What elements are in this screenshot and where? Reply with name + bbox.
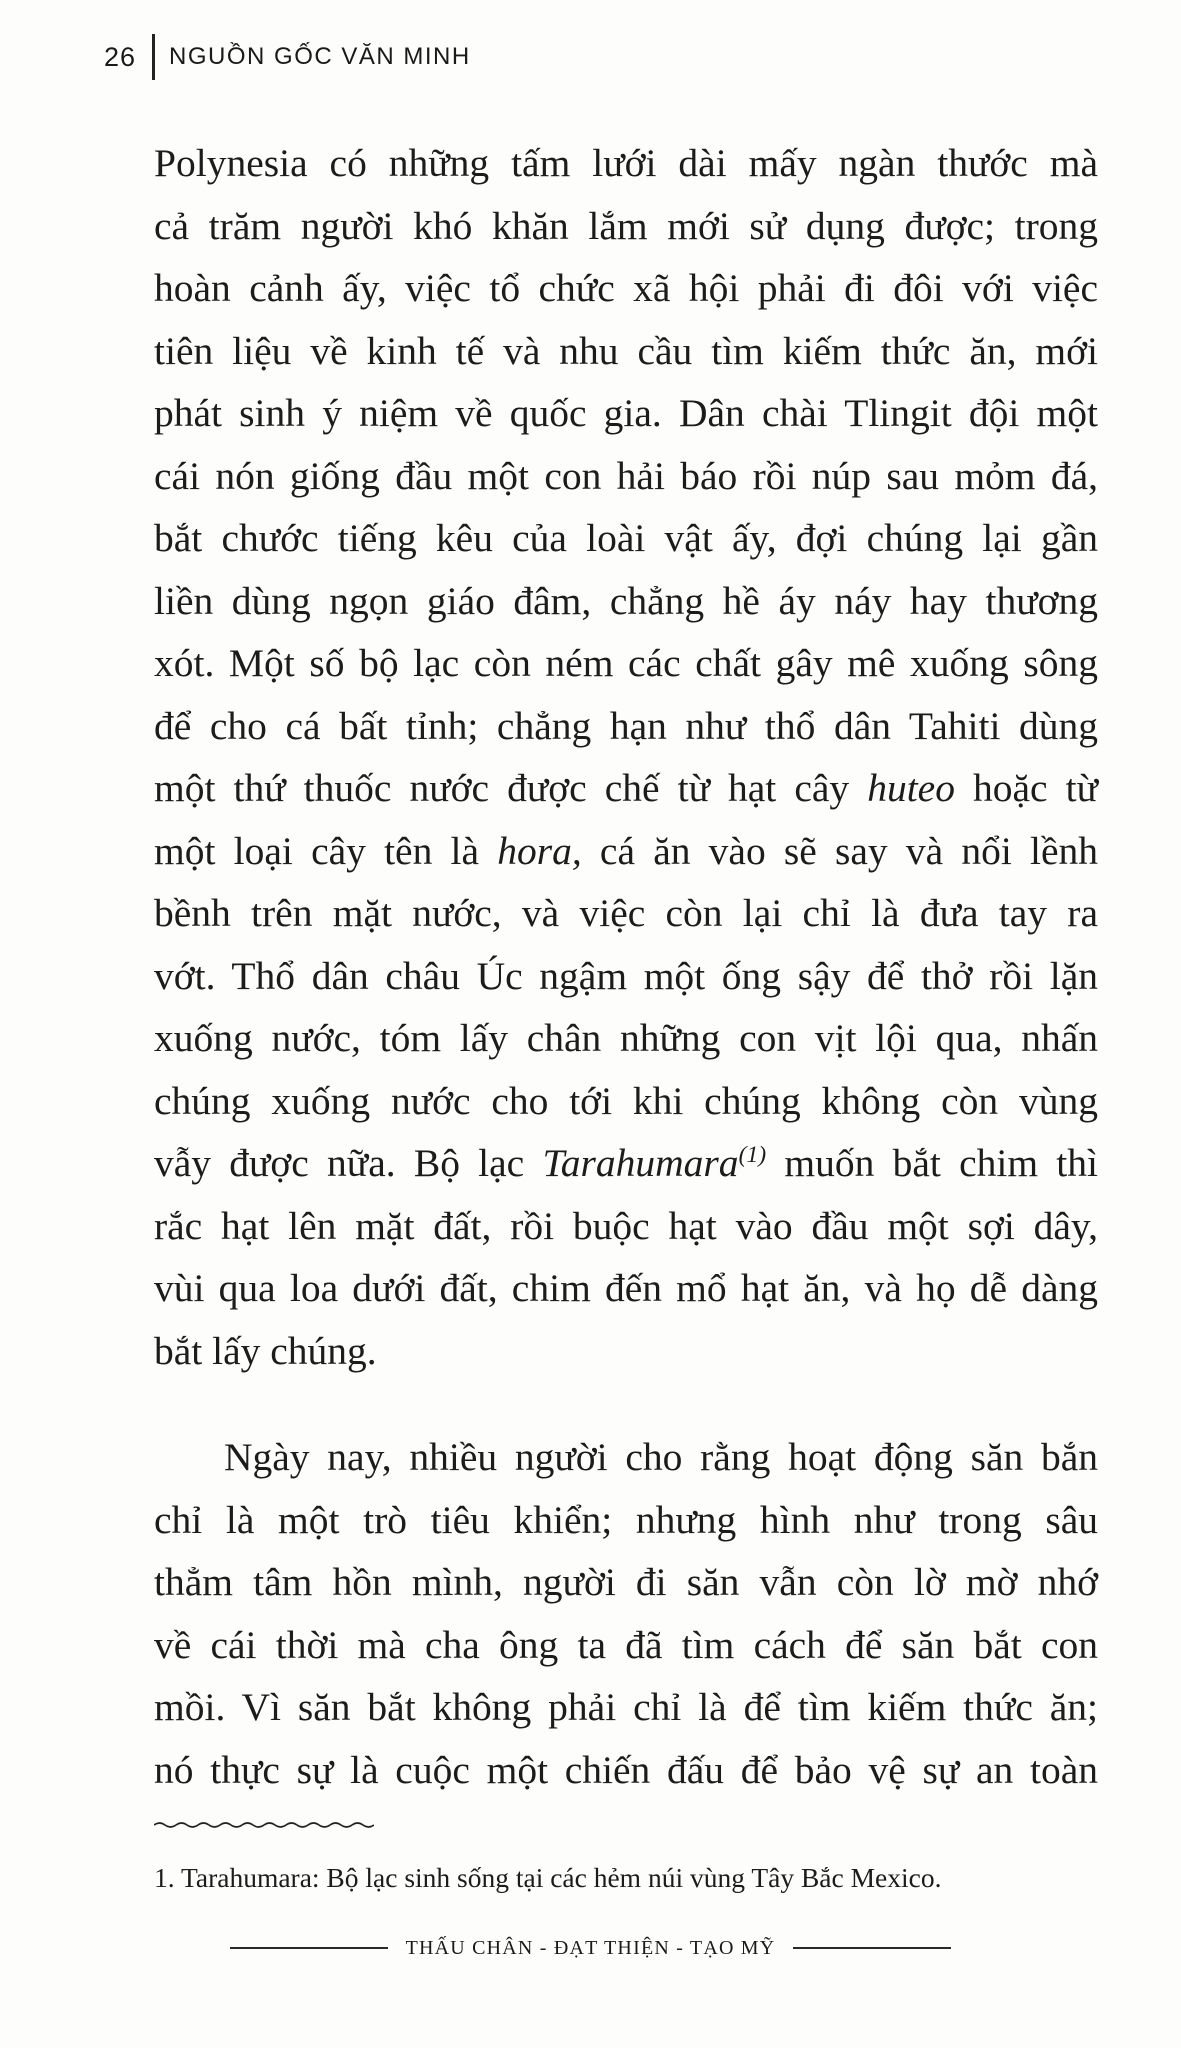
italic-term: hora, <box>497 828 582 873</box>
text-line: bềnh trên mặt nước, và việc còn lại chỉ là đưa tay ra <box>154 891 1098 935</box>
text-line <box>154 820 1098 883</box>
text-line: thẳm tâm hồn mình, người đi săn vẫn còn lờ mờ nhớ <box>154 1560 1098 1604</box>
footnote-marker[interactable]: (1) <box>738 1141 767 1168</box>
running-header <box>104 30 471 84</box>
text-line: Ngày nay, nhiều người cho rằng hoạt động săn bắn <box>224 1435 1098 1479</box>
text-line: xót. Một số bộ lạc còn ném các chất gây mê xuống sông <box>154 641 1098 685</box>
text-line: nó thực sự là cuộc một chiến đấu để bảo vệ sự an toàn <box>154 1747 1098 1792</box>
text-run: một loại cây tên là <box>154 828 498 873</box>
italic-term: Tarahumara <box>542 1141 739 1185</box>
text-line: chúng xuống nước cho tới khi chúng không còn vùng <box>154 1078 1098 1123</box>
text-line: hoàn cảnh ấy, việc tổ chức xã hội phải đi đôi với việc <box>154 266 1098 310</box>
text-line: bắt chước tiếng kêu của loài vật ấy, đợi chúng lại gần <box>154 516 1098 560</box>
footer-rule-right <box>793 1947 951 1949</box>
text-run: cá ăn vào sẽ say và nổi lềnh <box>581 828 1098 873</box>
italic-term: huteo <box>867 766 955 810</box>
book-title: NGUỒN GỐC VĂN MINH <box>169 43 471 70</box>
text-line: xuống nước, tóm lấy chân những con vịt lội qua, nhấn <box>154 1016 1098 1060</box>
paragraph <box>154 1426 1098 1801</box>
footer-rule-left <box>230 1947 388 1949</box>
text-line: tiên liệu về kinh tế và nhu cầu tìm kiếm thức ăn, mới <box>154 328 1098 373</box>
header-divider <box>152 34 155 80</box>
footnote-separator <box>154 1820 374 1830</box>
text-run: muốn bắt chim thì <box>766 1141 1098 1185</box>
text-line: mồi. Vì săn bắt không phải chỉ là để tìm kiếm thức ăn; <box>154 1685 1098 1729</box>
text-run: vẫy được nữa. Bộ lạc <box>154 1141 543 1185</box>
page-number: 26 <box>104 41 137 72</box>
text-line: chỉ là một trò tiêu khiển; nhưng hình như trong sâu <box>154 1497 1098 1542</box>
text-line <box>154 1132 1098 1195</box>
text-line: cả trăm người khó khăn lắm mới sử dụng được; trong <box>154 203 1098 248</box>
text-line: vớt. Thổ dân châu Úc ngậm một ống sậy để thở rồi lặn <box>154 953 1098 998</box>
footnote: 1. Tarahumara: Bộ lạc sinh sống tại các hẻm núi vùng Tây Bắc Mexico. <box>154 1862 942 1893</box>
text-run: hoặc từ <box>954 766 1098 810</box>
paragraph <box>154 132 1098 1382</box>
text-line: cái nón giống đầu một con hải báo rồi núp sau mỏm đá, <box>154 453 1098 498</box>
text-line: Polynesia có những tấm lưới dài mấy ngàn thước mà <box>154 141 1098 185</box>
text-line: rắc hạt lên mặt đất, rồi buộc hạt vào đầu một sợi dây, <box>154 1203 1098 1248</box>
text-line: vùi qua loa dưới đất, chim đến mổ hạt ăn, và họ dễ dàng <box>154 1266 1098 1310</box>
body-text <box>154 132 1098 1801</box>
text-run: một thứ thuốc nước được chế từ hạt cây <box>154 766 868 810</box>
text-line: phát sinh ý niệm về quốc gia. Dân chài Tlingit đội một <box>154 391 1098 435</box>
text-line: bắt lấy chúng. <box>154 1328 377 1373</box>
text-line: về cái thời mà cha ông ta đã tìm cách để săn bắt con <box>154 1622 1098 1667</box>
text-line: liền dùng ngọn giáo đâm, chẳng hề áy náy hay thương <box>154 578 1098 623</box>
running-footer <box>0 1928 1181 1968</box>
text-line: để cho cá bất tỉnh; chẳng hạn như thổ dân Tahiti dùng <box>154 703 1098 748</box>
text-line <box>154 757 1098 820</box>
footer-motto: THẤU CHÂN - ĐẠT THIỆN - TẠO MỸ <box>405 1936 776 1959</box>
paragraph-gap <box>154 1382 1098 1426</box>
